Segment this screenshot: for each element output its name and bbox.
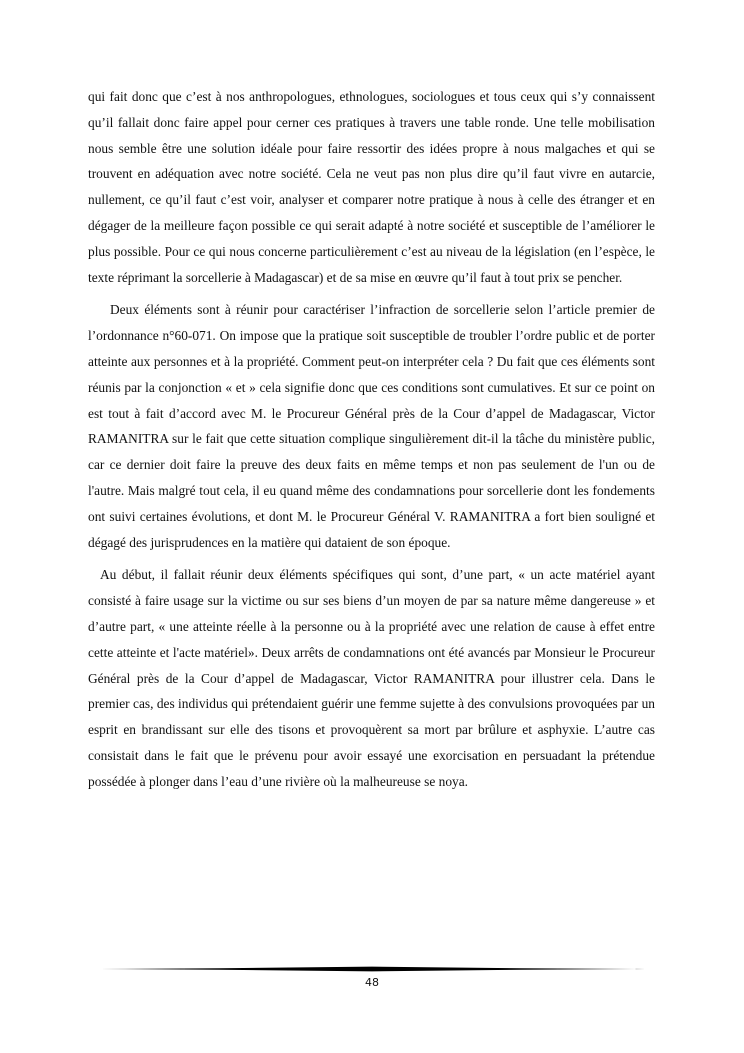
- paragraph-3: Au début, il fallait réunir deux éléments spécifiques qui sont, d’une part, « un acte matériel ayant consisté à faire usage sur la victime ou sur ses biens d’un moyen de par sa nature même dangereuse » et d’autre part, « une atteinte réelle à la personne ou à la propriété avec une relation de cause à effet entre cette atteinte et l'acte matériel». Deux arrêts de condamnations ont été avancés par Monsieur le Procureur Général près de la Cour d’appel de Madagascar, Victor RAMANITRA pour illustrer cela. Dans le premier cas, des individus qui prétendaient guérir une femme sujette à des convulsions provoquées par un esprit en brandissant sur elle des tisons et provoquèrent sa mort par brûlure et asphyxie. L’autre cas consistait dans le fait que le prévenu pour avoir essayé une exorcisation en persuadant la prétendue possédée à plonger dans l’eau d’une rivière où la malheureuse se noya.: [88, 567, 655, 789]
- paragraph-2: Deux éléments sont à réunir pour caractériser l’infraction de sorcellerie selon l’article premier de l’ordonnance n°60-071. On impose que la pratique soit susceptible de troubler l’ordre public et de porter atteinte aux personnes et à la propriété. Comment peut-on interpréter cela ? Du fait que ces éléments sont réunis par la conjonction « et » cela signifie donc que ces conditions sont cumulatives. Et sur ce point on est tout à fait d’accord avec M. le Procureur Général près de la Cour d’appel de Madagascar, Victor RAMANITRA sur le fait que cette situation complique singulièrement dit-il la tâche du ministère public, car ce dernier doit faire la preuve des deux faits en même temps et non pas seulement de l'un ou de l'autre. Mais malgré tout cela, il eu quand même des condamnations pour sorcellerie dont les fondements ont suivi certaines évolutions, et dont M. le Procureur Général V. RAMANITRA a fort bien souligné et dégagé des jurisprudences en la matière qui dataient de son époque.: [88, 302, 655, 550]
- paragraph-1: qui fait donc que c’est à nos anthropologues, ethnologues, sociologues et tous ceux qui s’y connaissent qu’il fallait donc faire appel pour cerner ces pratiques à travers une table ronde. Une telle mobilisation nous semble être une solution idéale pour faire ressortir des idées propre à nous malgaches et qui se trouvent en adéquation avec notre société. Cela ne veut pas non plus dire qu’il faut vivre en autarcie, nullement, ce qu’il faut c’est voir, analyser et comparer notre pratique à nous à celle des étranger et en dégager de la meilleure façon possible ce qui serait adapté à notre société et susceptible de l’améliorer le plus possible. Pour ce qui nous concerne particulièrement c’est au niveau de la législation (en l’espèce, le texte réprimant la sorcellerie à Madagascar) et de sa mise en œuvre qu’il faut à tout prix se pencher.: [88, 89, 655, 285]
- footer-rule: [100, 966, 645, 972]
- page-number: 48: [365, 976, 379, 989]
- body-text: [88, 84, 655, 802]
- footer-rule-line: [100, 966, 645, 972]
